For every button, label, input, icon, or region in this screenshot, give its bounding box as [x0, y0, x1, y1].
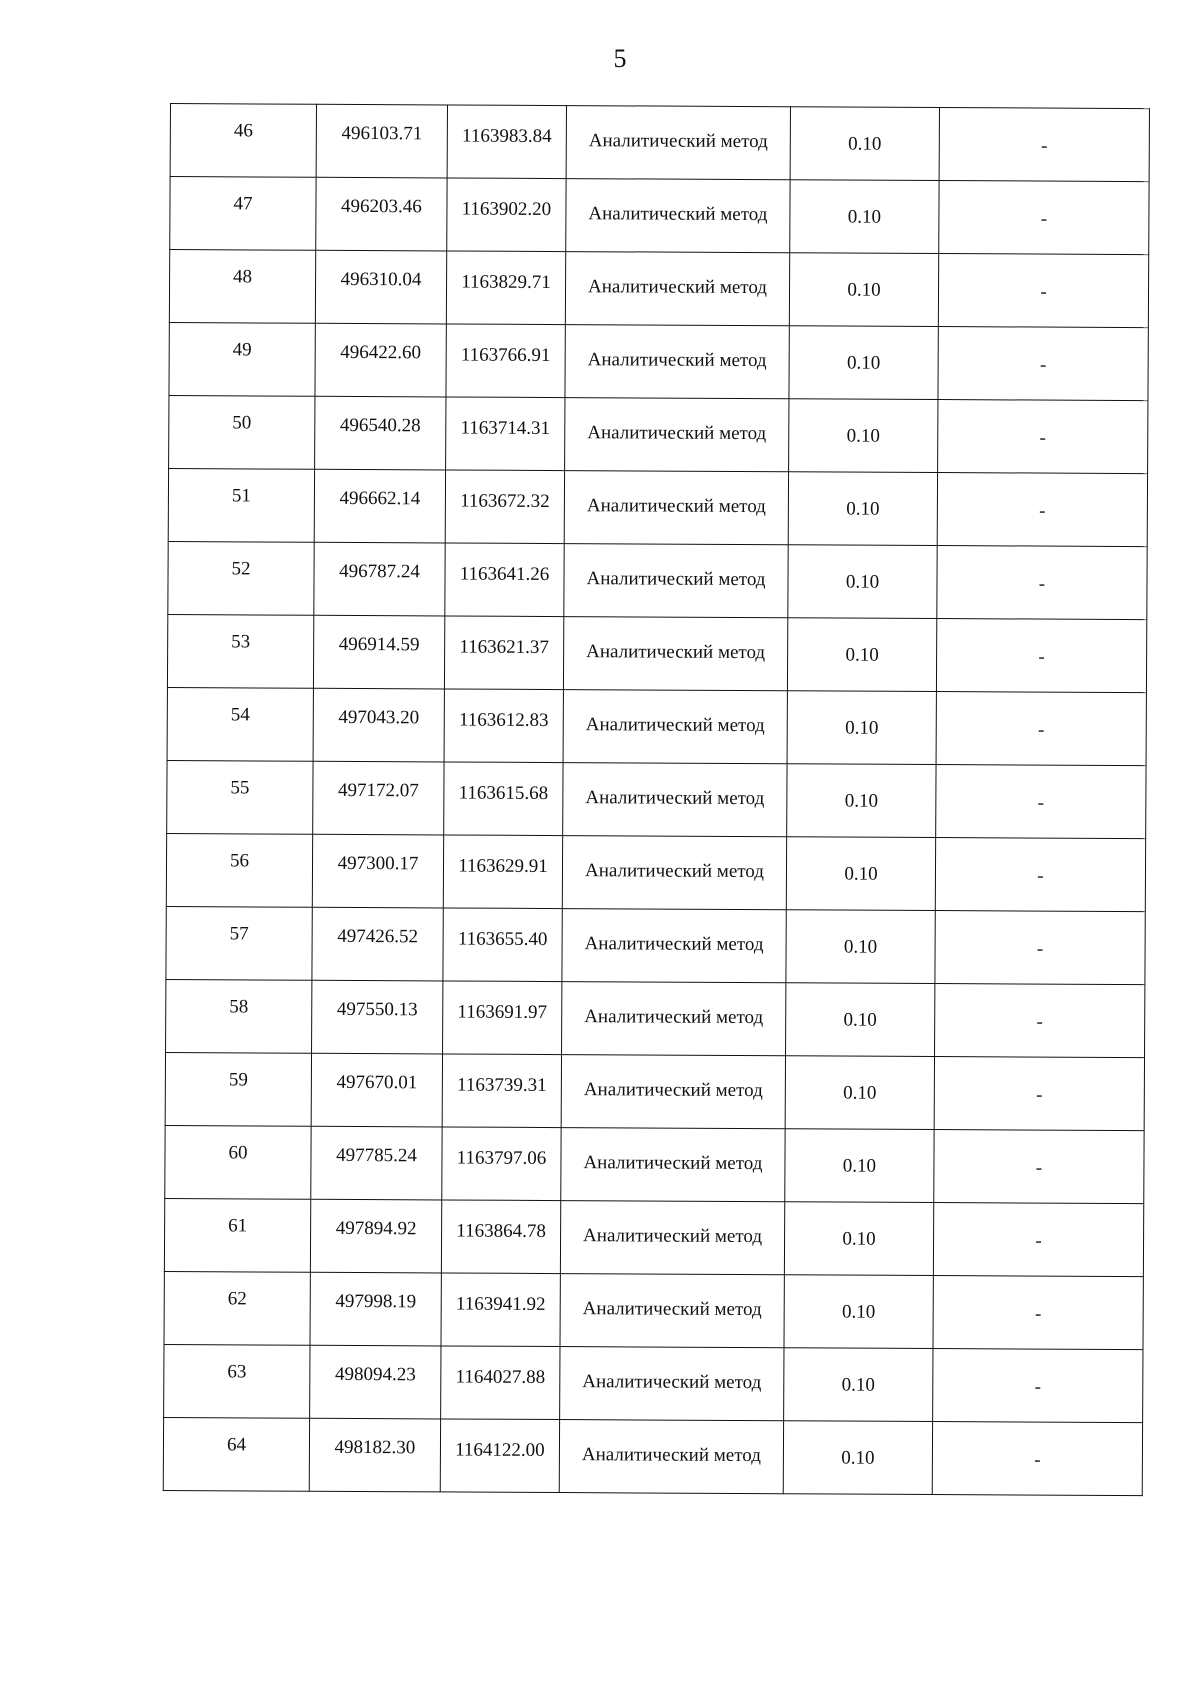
note-cell: - [935, 911, 1145, 985]
note-cell: - [933, 1203, 1143, 1277]
point-number-cell: 52 [168, 541, 314, 615]
coordinates-table [163, 103, 1150, 1496]
point-number-cell: 59 [165, 1052, 311, 1126]
method-cell: Аналитический метод [561, 1055, 785, 1129]
accuracy-cell: 0.10 [789, 399, 938, 473]
y-coordinate-cell: 1164122.00 [440, 1419, 559, 1493]
table-row [163, 1417, 1142, 1495]
note-cell: - [935, 838, 1145, 912]
table-row [169, 322, 1148, 400]
accuracy-cell: 0.10 [785, 1056, 934, 1130]
table-row [165, 1125, 1144, 1203]
x-coordinate-cell: 496310.04 [315, 250, 446, 324]
y-coordinate-cell: 1163672.32 [445, 470, 564, 544]
method-cell: Аналитический метод [561, 1128, 785, 1202]
accuracy-cell: 0.10 [788, 545, 937, 619]
note-cell: - [936, 619, 1146, 693]
method-cell: Аналитический метод [564, 544, 788, 618]
x-coordinate-cell: 497550.13 [312, 980, 443, 1054]
x-coordinate-cell: 497894.92 [310, 1199, 441, 1273]
accuracy-cell: 0.10 [787, 691, 936, 765]
point-number-cell: 57 [166, 906, 312, 980]
point-number-cell: 49 [169, 322, 315, 396]
method-cell: Аналитический метод [564, 471, 788, 545]
method-cell: Аналитический метод [566, 106, 790, 180]
table-row [167, 760, 1146, 838]
table-row [167, 614, 1146, 692]
table-row [170, 177, 1149, 255]
point-number-cell: 61 [164, 1198, 310, 1272]
point-number-cell: 63 [164, 1344, 310, 1418]
point-number-cell: 58 [166, 979, 312, 1053]
accuracy-cell: 0.10 [788, 472, 937, 546]
table-row [168, 468, 1147, 546]
point-number-cell: 51 [168, 468, 314, 542]
accuracy-cell: 0.10 [787, 764, 936, 838]
x-coordinate-cell: 497426.52 [312, 907, 443, 981]
table-row [165, 1052, 1144, 1130]
x-coordinate-cell: 497300.17 [312, 834, 443, 908]
y-coordinate-cell: 1163829.71 [446, 251, 565, 325]
method-cell: Аналитический метод [560, 1274, 784, 1348]
table-row [167, 687, 1146, 765]
accuracy-cell: 0.10 [786, 910, 935, 984]
note-cell: - [936, 765, 1146, 839]
note-cell: - [937, 546, 1147, 620]
note-cell: - [933, 1276, 1143, 1350]
y-coordinate-cell: 1163739.31 [442, 1054, 561, 1128]
x-coordinate-cell: 497785.24 [311, 1126, 442, 1200]
accuracy-cell: 0.10 [787, 618, 936, 692]
method-cell: Аналитический метод [565, 252, 789, 326]
y-coordinate-cell: 1163615.68 [444, 762, 563, 836]
x-coordinate-cell: 498182.30 [309, 1418, 440, 1492]
method-cell: Аналитический метод [563, 690, 787, 764]
accuracy-cell: 0.10 [784, 1348, 933, 1422]
accuracy-cell: 0.10 [790, 107, 939, 181]
table-row [168, 541, 1147, 619]
y-coordinate-cell: 1163941.92 [441, 1273, 560, 1347]
x-coordinate-cell: 496103.71 [316, 104, 447, 178]
x-coordinate-cell: 496203.46 [316, 177, 447, 251]
y-coordinate-cell: 1163629.91 [443, 835, 562, 909]
note-cell: - [939, 181, 1149, 255]
y-coordinate-cell: 1163864.78 [441, 1200, 560, 1274]
method-cell: Аналитический метод [562, 982, 786, 1056]
y-coordinate-cell: 1163691.97 [443, 981, 562, 1055]
point-number-cell: 47 [170, 177, 316, 251]
x-coordinate-cell: 497043.20 [313, 688, 444, 762]
x-coordinate-cell: 496914.59 [313, 615, 444, 689]
note-cell: - [934, 1057, 1144, 1131]
note-cell: - [936, 692, 1146, 766]
table-row [166, 906, 1145, 984]
method-cell: Аналитический метод [563, 617, 787, 691]
note-cell: - [932, 1422, 1142, 1496]
table-row [164, 1271, 1143, 1349]
table-row [166, 979, 1145, 1057]
method-cell: Аналитический метод [562, 909, 786, 983]
coordinates-table-wrapper [163, 103, 1150, 1496]
accuracy-cell: 0.10 [786, 983, 935, 1057]
x-coordinate-cell: 496662.14 [314, 469, 445, 543]
accuracy-cell: 0.10 [784, 1275, 933, 1349]
note-cell: - [938, 327, 1148, 401]
point-number-cell: 64 [163, 1417, 309, 1491]
x-coordinate-cell: 496787.24 [314, 542, 445, 616]
method-cell: Аналитический метод [565, 398, 789, 472]
point-number-cell: 62 [164, 1271, 310, 1345]
y-coordinate-cell: 1163641.26 [445, 543, 564, 617]
method-cell: Аналитический метод [560, 1201, 784, 1275]
y-coordinate-cell: 1163621.37 [444, 616, 563, 690]
y-coordinate-cell: 1163902.20 [447, 178, 566, 252]
method-cell: Аналитический метод [566, 179, 790, 253]
y-coordinate-cell: 1163983.84 [447, 105, 566, 179]
note-cell: - [938, 254, 1148, 328]
accuracy-cell: 0.10 [783, 1421, 932, 1495]
point-number-cell: 53 [167, 614, 313, 688]
y-coordinate-cell: 1163714.31 [446, 397, 565, 471]
table-row [166, 833, 1145, 911]
method-cell: Аналитический метод [560, 1347, 784, 1421]
note-cell: - [938, 400, 1148, 474]
table-body [163, 104, 1149, 1496]
accuracy-cell: 0.10 [784, 1202, 933, 1276]
y-coordinate-cell: 1164027.88 [441, 1346, 560, 1420]
x-coordinate-cell: 497670.01 [311, 1053, 442, 1127]
table-row [169, 395, 1148, 473]
method-cell: Аналитический метод [565, 325, 789, 399]
accuracy-cell: 0.10 [789, 253, 938, 327]
x-coordinate-cell: 496540.28 [315, 396, 446, 470]
note-cell: - [939, 108, 1149, 182]
y-coordinate-cell: 1163612.83 [444, 689, 563, 763]
accuracy-cell: 0.10 [785, 1129, 934, 1203]
table-row [170, 104, 1149, 182]
accuracy-cell: 0.10 [786, 837, 935, 911]
y-coordinate-cell: 1163797.06 [442, 1127, 561, 1201]
point-number-cell: 55 [167, 760, 313, 834]
accuracy-cell: 0.10 [789, 326, 938, 400]
point-number-cell: 56 [166, 833, 312, 907]
x-coordinate-cell: 497172.07 [313, 761, 444, 835]
point-number-cell: 60 [165, 1125, 311, 1199]
note-cell: - [934, 1130, 1144, 1204]
y-coordinate-cell: 1163655.40 [443, 908, 562, 982]
table-row [164, 1344, 1143, 1422]
method-cell: Аналитический метод [559, 1420, 783, 1494]
x-coordinate-cell: 498094.23 [310, 1345, 441, 1419]
y-coordinate-cell: 1163766.91 [446, 324, 565, 398]
note-cell: - [933, 1349, 1143, 1423]
method-cell: Аналитический метод [563, 763, 787, 837]
x-coordinate-cell: 496422.60 [315, 323, 446, 397]
table-row [164, 1198, 1143, 1276]
note-cell: - [937, 473, 1147, 547]
table-row [169, 250, 1148, 328]
point-number-cell: 54 [167, 687, 313, 761]
accuracy-cell: 0.10 [790, 180, 939, 254]
point-number-cell: 50 [169, 395, 315, 469]
point-number-cell: 46 [170, 104, 316, 178]
x-coordinate-cell: 497998.19 [310, 1272, 441, 1346]
note-cell: - [935, 984, 1145, 1058]
page-number: 5 [613, 44, 627, 73]
method-cell: Аналитический метод [562, 836, 786, 910]
point-number-cell: 48 [169, 250, 315, 324]
